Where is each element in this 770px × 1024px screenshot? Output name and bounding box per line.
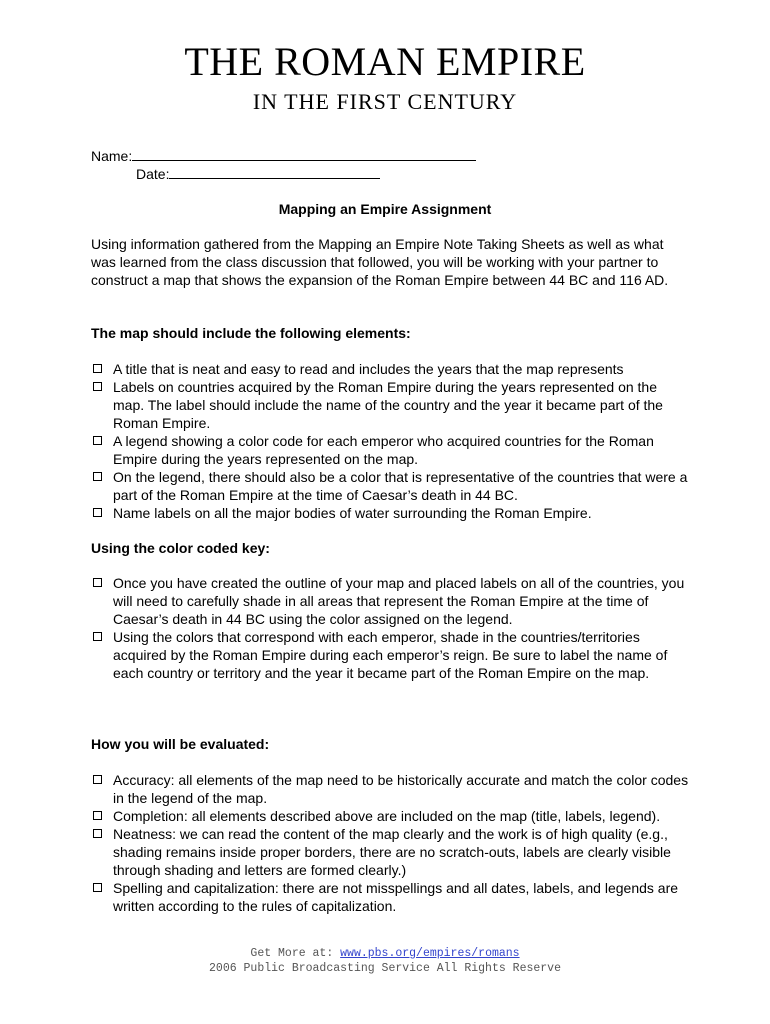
checklist-item bbox=[91, 807, 691, 825]
checklist-item-text: Spelling and capitalization: there are not misspellings and all dates, labels, and legends are written according to the rules of capitalization. bbox=[113, 880, 679, 914]
color-key-heading: Using the color coded key: bbox=[91, 540, 270, 556]
checklist-item bbox=[91, 504, 691, 522]
color-key-checklist bbox=[91, 574, 691, 682]
evaluation-checklist bbox=[91, 771, 691, 915]
checklist-item-text: Using the colors that correspond with each emperor, shade in the countries/territories acquired by the Roman Empire during each emperor’s reign. Be sure to label the name of each country or territory and the year it became part of the Roman Empire on the map. bbox=[113, 629, 668, 681]
date-field[interactable] bbox=[136, 164, 380, 183]
checkbox-icon[interactable] bbox=[93, 472, 102, 481]
checklist-item bbox=[91, 825, 691, 879]
checklist-item bbox=[91, 360, 691, 378]
checklist-item bbox=[91, 432, 691, 468]
name-label: Name: bbox=[91, 148, 133, 164]
evaluation-heading: How you will be evaluated: bbox=[91, 736, 270, 752]
date-label: Date: bbox=[136, 166, 170, 182]
checkbox-icon[interactable] bbox=[93, 508, 102, 517]
checklist-item-text: Completion: all elements described above are included on the map (title, labels, legend). bbox=[113, 808, 661, 824]
checklist-item bbox=[91, 879, 691, 915]
checklist-item-text: Neatness: we can read the content of the map clearly and the work is of high quality (e.g., shading remains inside proper borders, there are no scratch-outs, labels are clearly visible through shading and letters are formed clearly.) bbox=[113, 826, 671, 878]
footer-get-more bbox=[0, 946, 770, 961]
checklist-item bbox=[91, 628, 691, 682]
elements-checklist bbox=[91, 360, 691, 522]
checkbox-icon[interactable] bbox=[93, 436, 102, 445]
name-blank-line[interactable] bbox=[132, 146, 476, 161]
checkbox-icon[interactable] bbox=[93, 811, 102, 820]
checklist-item bbox=[91, 771, 691, 807]
checkbox-icon[interactable] bbox=[93, 632, 102, 641]
checklist-item-text: Labels on countries acquired by the Roman Empire during the years represented on the map. The label should include the name of the country and the year it became part of the Roman Empire. bbox=[113, 379, 663, 431]
checkbox-icon[interactable] bbox=[93, 829, 102, 838]
checkbox-icon[interactable] bbox=[93, 883, 102, 892]
document-subtitle: IN THE FIRST CENTURY bbox=[252, 89, 518, 114]
intro-paragraph: Using information gathered from the Mapping an Empire Note Taking Sheets as well as what was learned from the class discussion that followed, you will be working with your partner to construct a map that shows the expansion of the Roman Empire between 44 BC and 116 AD. bbox=[91, 236, 669, 288]
checklist-item-text: A legend showing a color code for each emperor who acquired countries for the Roman Empire during the years represented on the map. bbox=[113, 433, 654, 467]
footer-link[interactable]: www.pbs.org/empires/romans bbox=[340, 947, 520, 960]
checklist-item-text: On the legend, there should also be a color that is representative of the countries that were a part of the Roman Empire at the time of Caesar’s death in 44 BC. bbox=[113, 469, 688, 503]
footer-copyright: 2006 Public Broadcasting Service All Rights Reserve bbox=[209, 962, 561, 975]
footer-prefix: Get More at: bbox=[250, 947, 341, 960]
footer bbox=[0, 946, 770, 976]
checklist-item-text: A title that is neat and easy to read and includes the years that the map represents bbox=[113, 361, 624, 377]
assignment-title: Mapping an Empire Assignment bbox=[278, 201, 492, 217]
checkbox-icon[interactable] bbox=[93, 578, 102, 587]
checklist-item-text: Once you have created the outline of your map and placed labels on all of the countries, you will need to carefully shade in all areas that represent the Roman Empire at the time of Caesar’s death in 44 BC using the color assigned on the legend. bbox=[113, 575, 685, 627]
checklist-item bbox=[91, 378, 691, 432]
elements-heading: The map should include the following elements: bbox=[91, 325, 411, 341]
name-field[interactable] bbox=[91, 146, 476, 165]
checklist-item bbox=[91, 574, 691, 628]
checkbox-icon[interactable] bbox=[93, 382, 102, 391]
checkbox-icon[interactable] bbox=[93, 775, 102, 784]
checkbox-icon[interactable] bbox=[93, 364, 102, 373]
checklist-item bbox=[91, 468, 691, 504]
document-title: THE ROMAN EMPIRE bbox=[184, 39, 586, 84]
checklist-item-text: Name labels on all the major bodies of water surrounding the Roman Empire. bbox=[113, 505, 592, 521]
checklist-item-text: Accuracy: all elements of the map need to be historically accurate and match the color codes in the legend of the map. bbox=[113, 772, 689, 806]
date-blank-line[interactable] bbox=[169, 164, 380, 179]
